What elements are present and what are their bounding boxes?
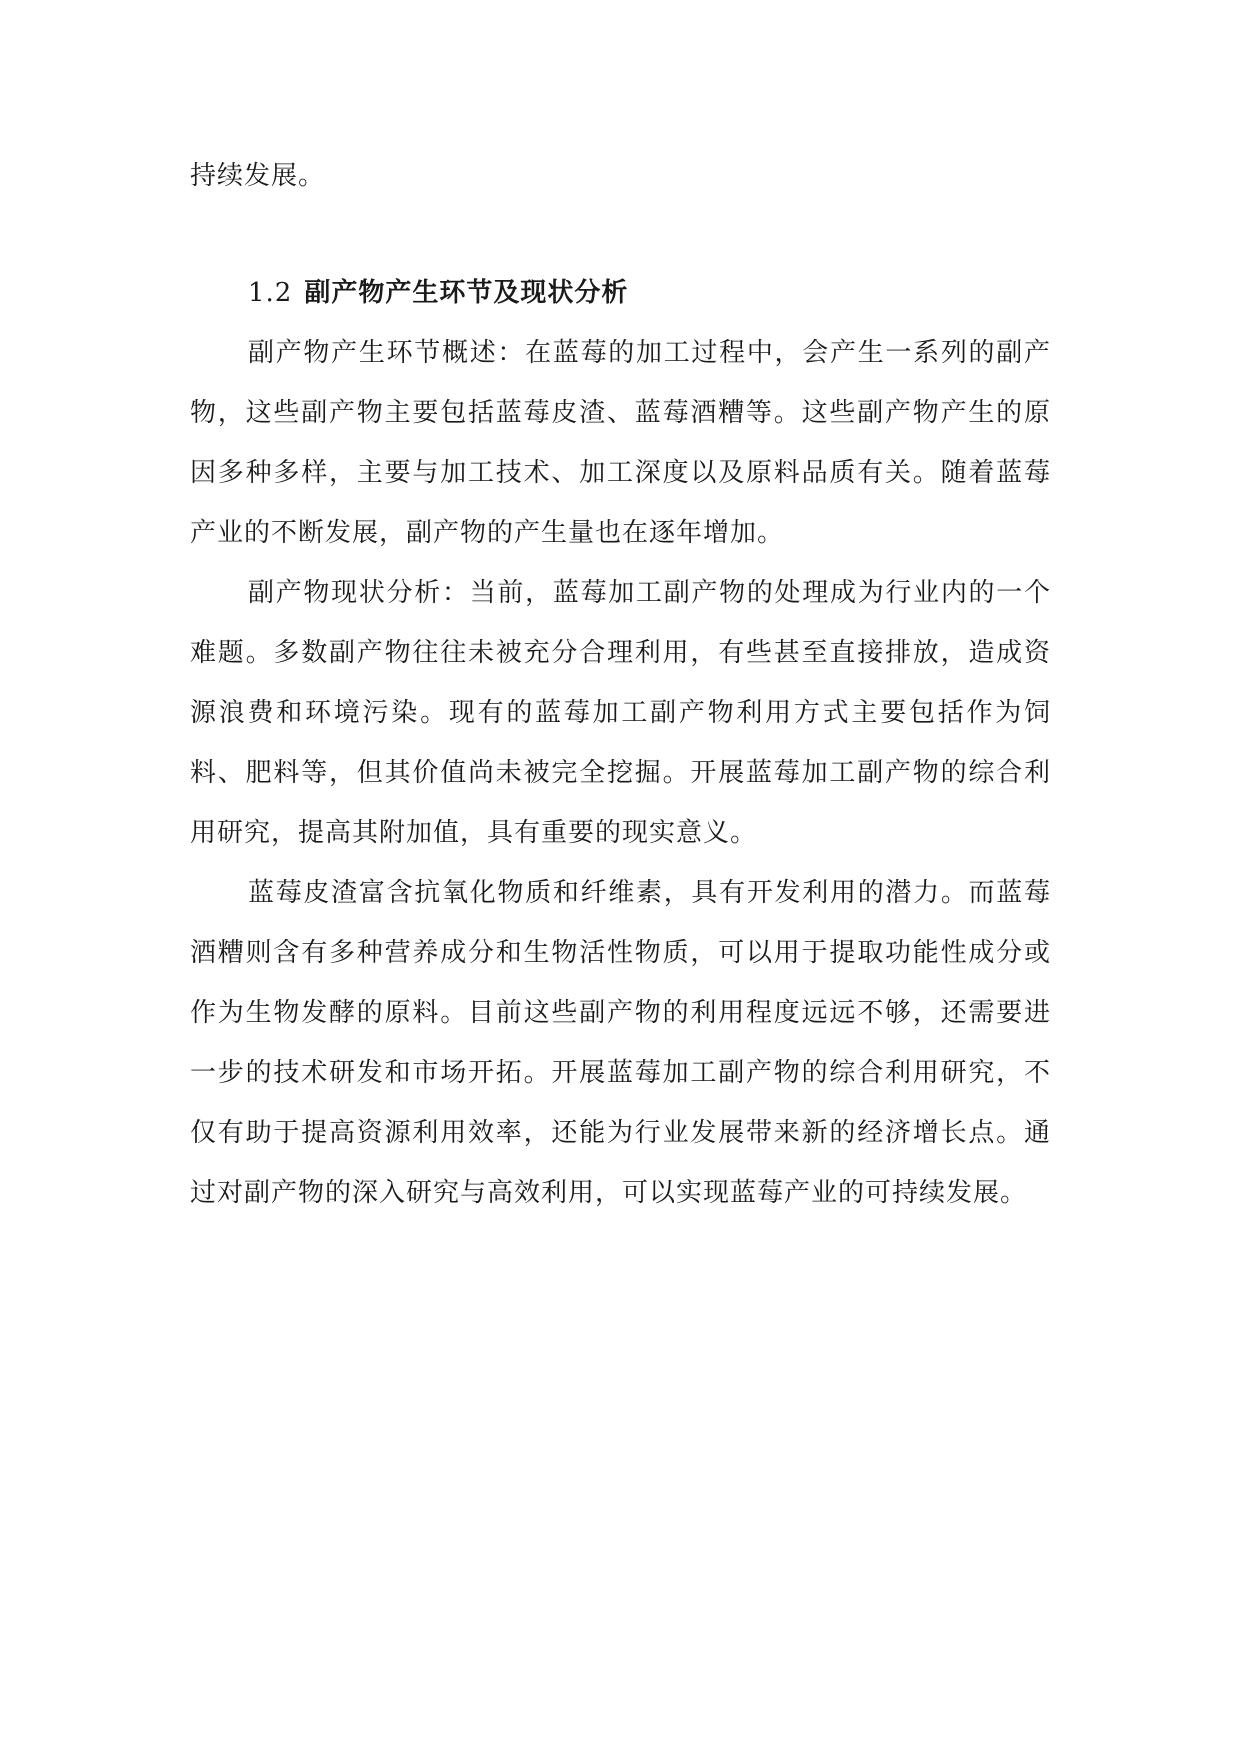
section-number: 1.2 (248, 278, 293, 308)
continuation-paragraph: 持续发展。 (190, 161, 326, 191)
section-title: 副产物产生环节及现状分析 (304, 278, 629, 308)
document-body (190, 146, 1051, 1223)
paragraph-byproduct-status: 副产物现状分析：当前，蓝莓加工副产物的处理成为行业内的一个难题。多数副产物往往未被充分合理利用，有些甚至直接排放，造成资源浪费和环境污染。现有的蓝莓加工副产物利用方式主要包括作为饲料、肥料等，但其价值尚未被完全挖掘。开展蓝莓加工副产物的综合利用研究，提高其附加值，具有重要的现实意义。 (190, 578, 1051, 848)
section-heading (190, 263, 1051, 323)
paragraph-byproduct-overview: 副产物产生环节概述：在蓝莓的加工过程中，会产生一系列的副产物，这些副产物主要包括蓝莓皮渣、蓝莓酒糟等。这些副产物产生的原因多种多样，主要与加工技术、加工深度以及原料品质有关。随着蓝莓产业的不断发展，副产物的产生量也在逐年增加。 (190, 338, 1051, 548)
paragraph-byproduct-potential: 蓝莓皮渣富含抗氧化物质和纤维素，具有开发利用的潜力。而蓝莓酒糟则含有多种营养成分和生物活性物质，可以用于提取功能性成分或作为生物发酵的原料。目前这些副产物的利用程度远远不够，还需要进一步的技术研发和市场开拓。开展蓝莓加工副产物的综合利用研究，不仅有助于提高资源利用效率，还能为行业发展带来新的经济增长点。通过对副产物的深入研究与高效利用，可以实现蓝莓产业的可持续发展。 (190, 878, 1051, 1208)
